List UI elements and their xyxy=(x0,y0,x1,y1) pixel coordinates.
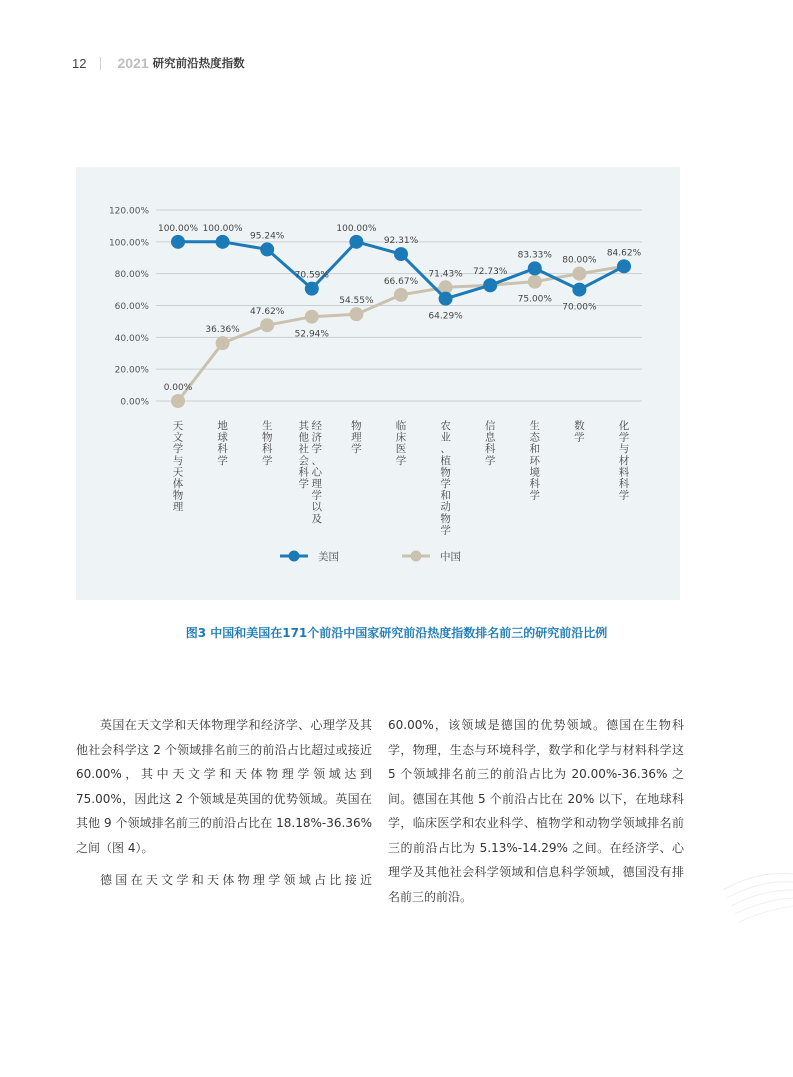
data-point xyxy=(528,261,542,275)
data-label: 52.94% xyxy=(294,329,329,340)
x-tick-label: 临床医学 xyxy=(395,420,407,467)
report-year: 2021 xyxy=(117,55,149,71)
x-tick-label: 地球科学 xyxy=(217,420,228,467)
data-label: 36.36% xyxy=(205,325,240,336)
y-tick-label: 40.00% xyxy=(114,333,149,344)
x-tick-label: 化学与材料科学 xyxy=(618,420,630,502)
x-tick-label: 信息科学 xyxy=(484,420,496,467)
data-point xyxy=(305,282,319,296)
data-point xyxy=(260,318,274,332)
x-tick-label: 数学 xyxy=(574,420,585,444)
legend-label: 中国 xyxy=(440,551,461,563)
data-point xyxy=(394,288,408,302)
data-label: 83.33% xyxy=(517,250,552,261)
x-tick-label: 物理学 xyxy=(351,420,362,456)
data-point xyxy=(260,242,274,256)
y-tick-label: 80.00% xyxy=(114,270,149,281)
data-label: 100.00% xyxy=(336,223,377,234)
data-point xyxy=(394,247,408,261)
data-point xyxy=(617,259,631,273)
data-label: 95.24% xyxy=(250,231,285,242)
data-point xyxy=(349,307,363,321)
report-title: 研究前沿热度指数 xyxy=(152,56,245,70)
text-column-right xyxy=(388,713,684,909)
y-tick-label: 0.00% xyxy=(120,397,149,408)
data-label: 64.29% xyxy=(428,311,463,322)
data-point xyxy=(171,235,185,249)
figure-caption: 图3 中国和美国在171个前沿中国家研究前沿热度指数排名前三的研究前沿比例 xyxy=(185,626,608,640)
data-label: 70.59% xyxy=(294,270,329,281)
data-label: 72.73% xyxy=(473,267,508,278)
y-tick-label: 20.00% xyxy=(114,365,149,376)
header-divider xyxy=(100,57,101,70)
y-tick-label: 100.00% xyxy=(108,238,149,249)
data-point xyxy=(171,394,185,408)
x-tick-label: 农业、植物学和动物学 xyxy=(440,420,451,537)
data-point xyxy=(216,336,230,350)
legend-label: 美国 xyxy=(318,551,339,563)
data-label: 47.62% xyxy=(250,307,285,318)
legend-marker xyxy=(289,551,300,562)
x-tick-label: 其他社会科学 xyxy=(298,420,310,490)
data-label: 71.43% xyxy=(428,269,463,280)
legend-marker xyxy=(411,551,422,562)
y-tick-label: 60.00% xyxy=(114,302,149,312)
data-label: 70.00% xyxy=(562,302,597,313)
paragraph-germany-start: 德国在天文学和天体物理学领域占比接近 xyxy=(100,873,372,887)
chart-panel xyxy=(76,167,680,600)
data-point xyxy=(528,275,542,289)
data-label: 100.00% xyxy=(202,223,243,234)
page-number: 12 xyxy=(72,55,87,71)
page-header xyxy=(72,54,245,72)
x-tick-label: 生态和环境科学 xyxy=(529,420,541,502)
y-tick-label: 120.00% xyxy=(108,206,149,217)
line-chart xyxy=(76,167,680,600)
data-label: 75.00% xyxy=(517,294,552,305)
data-point xyxy=(305,310,319,324)
x-tick-label: 经济学、心理学以及 xyxy=(311,420,323,525)
data-label: 100.00% xyxy=(157,223,199,234)
x-tick-label: 生物科学 xyxy=(261,420,273,467)
data-label: 0.00% xyxy=(163,383,193,393)
data-point xyxy=(572,267,586,281)
data-label: 54.55% xyxy=(339,296,374,307)
text-column-left xyxy=(76,713,372,893)
decorative-waves xyxy=(723,860,793,940)
data-point xyxy=(483,278,497,292)
data-label: 80.00% xyxy=(562,255,597,266)
x-tick-label: 天文学与天体物理 xyxy=(172,420,184,514)
data-point xyxy=(572,283,586,297)
data-label: 92.31% xyxy=(383,236,419,247)
data-label: 84.62% xyxy=(606,248,642,259)
paragraph-uk: 英国在天文学和天体物理学和经济学、心理学及其他社会科学这 2 个领域排名前三的前沿占比超过或接近 60.00%，其中天文学和天体物理学领域达到 75.00%，因此这 2 个领域是英国的优势领域。英国在其他 9 个领域排名前三的前沿占比在 18.18%-36.36% 之间（图 4）。 xyxy=(76,718,372,855)
paragraph-germany-cont: 60.00%，该领域是德国的优势领域。德国在生物科学，物理，生态与环境科学，数学和化学与材料科学这 5 个领域排名前三的前沿占比为 20.00%-36.36% 之间。德国在其他 5 个前沿占比在 20% 以下，在地球科学，临床医学和农业科学、植物学和动物学领域排名前三的前沿占比为 5.13%-14.29% 之间。在经济学、心理学及其他社会科学领域和信息科学领域，德国没有排名前三的前沿。 xyxy=(388,718,684,904)
data-point xyxy=(439,292,453,306)
data-point xyxy=(349,235,363,249)
data-label: 66.67% xyxy=(383,276,419,287)
data-point xyxy=(216,235,230,249)
